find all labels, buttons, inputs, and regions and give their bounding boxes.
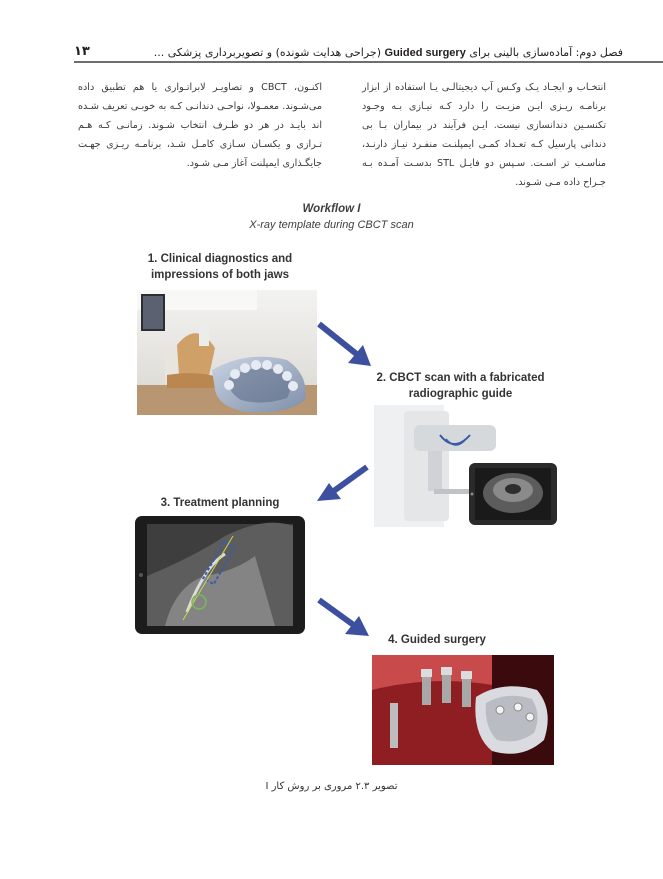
treatment-planning-tablet — [135, 516, 305, 634]
page-header — [74, 33, 623, 59]
running-title-bold: Guided surgery — [384, 47, 466, 59]
step-2-label — [368, 370, 553, 402]
step-2-line2: radiographic guide — [408, 388, 513, 400]
arrow-step2-to-step3 — [315, 463, 371, 503]
step-1-label — [135, 251, 305, 283]
arrow-step3-to-step4 — [315, 596, 371, 638]
text-column-left — [78, 78, 322, 173]
step-3-line1: 3. Treatment planning — [160, 497, 280, 509]
step-1-line1: 1. Clinical diagnostics and — [147, 253, 293, 265]
text-column-right — [362, 78, 606, 192]
arrow-step1-to-step2 — [315, 320, 375, 368]
step-4-label — [372, 632, 502, 648]
running-title — [154, 46, 623, 59]
paragraph-left: اکنـون، CBCT و تصاویـر لابراتـواری یا هم تطبیق داده می‌شـوند. معمـولا، نواحـی دندانـی کـه به خوبـی تعریف شـده اند بایـد در هر دو طـرف انتخاب شـوند. زمانـی کـه هـم تـرازی و یکسـان سـازی کامـل شـد، برنامـه ریـزی جهـت جایگـذاری ایمپلنت آغاز مـی شـود. — [78, 82, 323, 169]
figure-caption: تصویر ۲.۳ مروری بر روش کار I — [265, 781, 398, 792]
header-rule — [74, 61, 663, 63]
paragraph-right: انتخـاب و ایجـاد یـک وکـس آپ دیجیتالـی یـا استفاده از ابزار برنامـه ریـزی ایـن مزیـت را دارد کـه نیـازی بـه وجـود تکنسـین دندانسازی نیست. ایـن فرآیند در بیماران بـا بی دندانی پارسیل کـه تعـداد کمـی ایمپلنـت منفـرد نیـاز دارنـد، مناسـب تر اسـت. سـپس دو فایـل STL بدسـت آمـده بـه جـراح داده مـی شـوند. — [362, 82, 606, 188]
running-title-part1: فصل دوم: آماده‌سازی بالینی برای — [469, 46, 623, 59]
workflow-subtitle: X-ray template during CBCT scan — [249, 219, 414, 231]
dental-clinic-photo — [137, 290, 317, 415]
step-2-line1: 2. CBCT scan with a fabricated — [376, 372, 545, 384]
step-4-line1: 4. Guided surgery — [388, 634, 486, 646]
step-1-line2: impressions of both jaws — [150, 269, 290, 281]
cbct-scanner-photo — [374, 405, 559, 527]
step-3-label — [145, 495, 295, 511]
page-number: ۱۳ — [74, 44, 90, 59]
workflow-title: Workflow I — [302, 203, 361, 215]
guided-surgery-photo — [372, 655, 554, 765]
running-title-part2: (جراحی هدایت شونده) و تصویربرداری پزشکی ... — [153, 46, 382, 59]
